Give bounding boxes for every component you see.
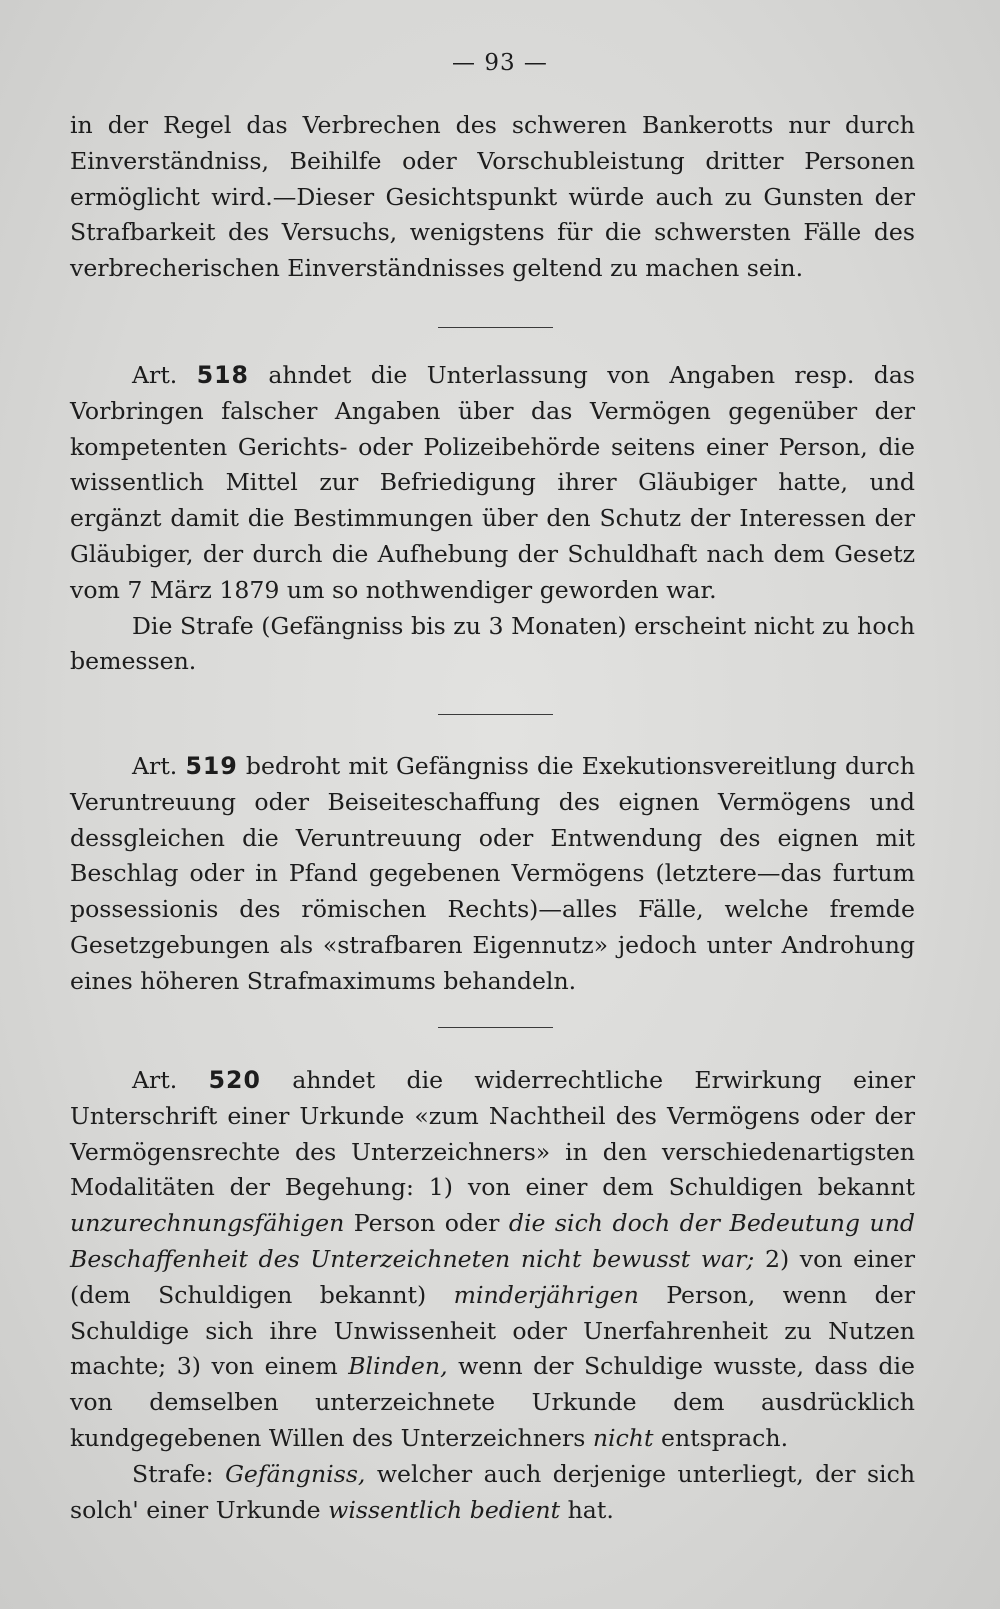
article-519-text: bedroht mit Gefängniss die Exekutionsvereitlung durch Veruntreuung oder Beiseiteschaffung des eignen Vermögens und dessgleichen die Veruntreuung oder Entwendung des eignen mit Beschlag oder in Pfand gegebenen Vermögens (letztere—das furtum possessionis des römischen Rechts)—alles Fälle, welche fremde Gesetzgebungen als «strafbaren Eigennutz» jedoch unter Androhung eines höheren Strafmaximums behandeln. [70,752,916,995]
article-520-text: entsprach. [660,1423,789,1452]
penalty-text: welcher auch derjenige unterliegt, der sich solch' einer Urkunde [70,1459,916,1524]
emphasis-text: unzurechnungsfähigen [70,1209,345,1238]
article-520-text: wenn der Schuldige wusste, dass die von demselben unterzeichnete Urkunde dem ausdrücklich kundgegebenen Willen des Unterzeichners [70,1352,916,1452]
article-number: 519 [185,752,238,780]
article-520-text: Person, wenn der Schuldige sich ihre Unwissenheit oder Unerfahrenheit zu Nutzen machte; 3) von einem [70,1280,915,1381]
article-518-paragraph [70,358,915,609]
article-number: 518 [196,361,249,389]
penalty-text: hat. [567,1495,614,1524]
section-divider [438,327,553,328]
emphasis-text: wissentlich bedient [328,1495,561,1524]
section-divider [438,714,553,715]
article-520 [70,1063,915,1528]
article-prefix: Art. [132,1066,178,1094]
article-518-text: ahndet die Unterlassung von Angaben resp. das Vorbringen falscher Angaben über das Vermögen gegenüber der kompetenten Gerichts- oder Polizeibehörde seitens einer Person, die wissentlich Mittel zur Befriedigung ihrer Gläubiger hatte, und ergänzt damit die Bestimmungen über den Schutz der Interessen der Gläubiger, der durch die Aufhebung der Schuldhaft nach dem Gesetz vom 7 März 1879 um so nothwendiger geworden war. [70,361,916,604]
article-prefix: Art. [132,752,178,780]
article-prefix: Art. [132,361,178,389]
emphasis-text: die sich doch der Bedeutung und Beschaffenheit des Unterzeichneten nicht bewusst war; [70,1209,915,1273]
article-518-penalty: Die Strafe (Gefängniss bis zu 3 Monaten) erscheint nicht zu hoch bemessen. [70,611,915,676]
intro-paragraph [70,108,915,287]
article-520-paragraph [70,1063,915,1457]
emphasis-text: Gefängniss, [225,1459,366,1488]
article-520-text: ahndet die widerrechtliche Erwirkung einer Unterschrift einer Urkunde «zum Nachtheil des Vermögens oder der Vermögensrechte des Unterzeichners» in den verschiedenartigsten Modalitäten der Begehung: 1) von einer dem Schuldigen bekannt [70,1066,915,1202]
page-number: — 93 — [452,50,548,76]
section-divider [438,1027,553,1028]
article-518 [70,358,915,680]
intro-text: in der Regel das Verbrechen des schweren Bankerotts nur durch Einverständniss, Beihilfe oder Vorschubleistung dritter Personen ermöglicht wird.—Dieser Gesichtspunkt würde auch zu Gunsten der Strafbarkeit des Versuchs, wenigstens für die schwersten Fälle des verbrecherischen Einverständnisses geltend zu machen sein. [70,111,915,283]
article-520-text: Person oder [353,1209,500,1238]
article-519-paragraph [70,749,915,1000]
article-520-text: 2) von einer (dem Schuldigen bekannt) [70,1244,916,1309]
penalty-label: Strafe: [132,1459,214,1488]
emphasis-text: nicht [592,1423,654,1452]
article-number: 520 [208,1066,261,1094]
article-520-penalty [70,1457,915,1529]
emphasis-text: minderjährigen [453,1280,639,1309]
article-519 [70,749,915,1000]
emphasis-text: Blinden, [348,1352,448,1381]
